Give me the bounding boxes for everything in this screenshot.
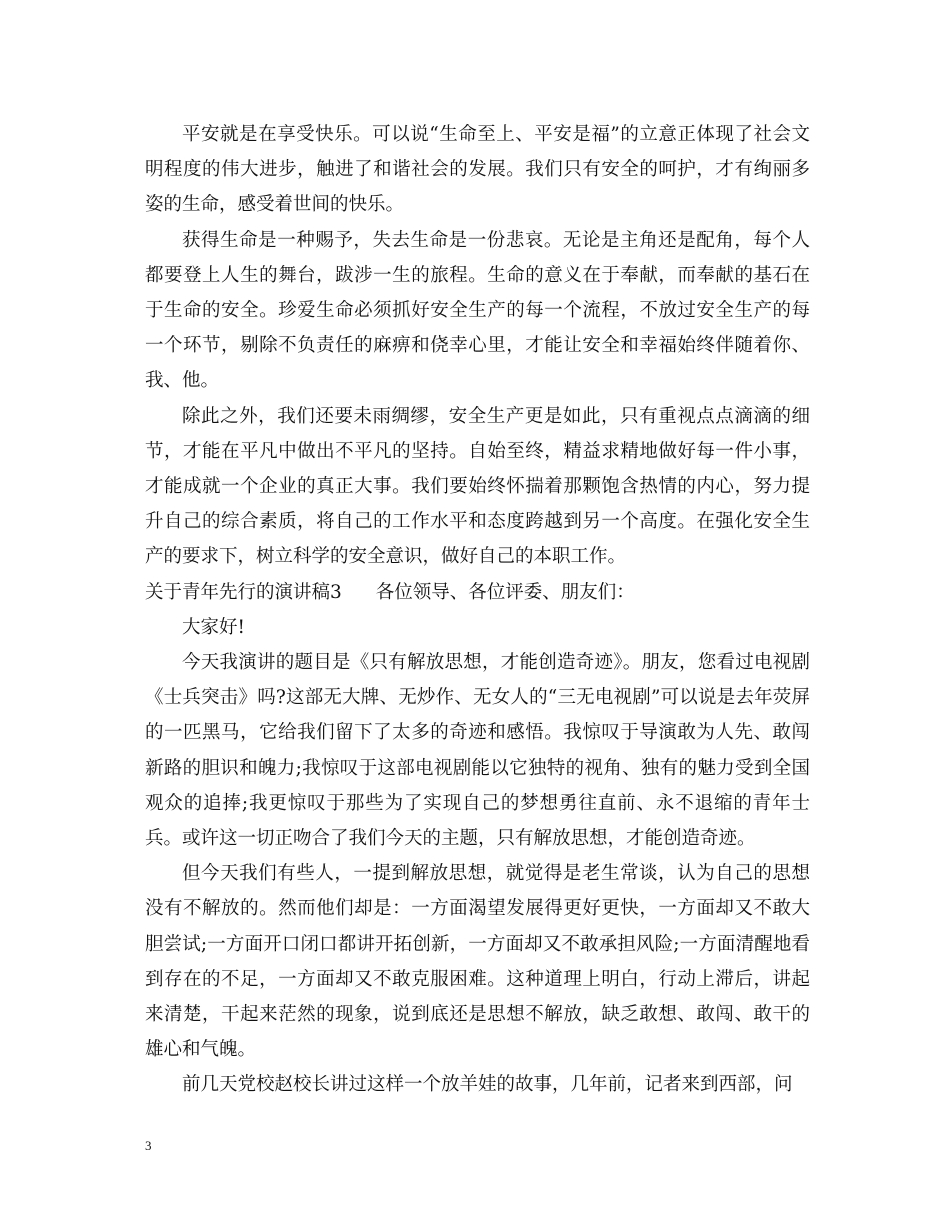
paragraph-5: 但今天我们有些人，一提到解放思想，就觉得是老生常谈，认为自己的思想没有不解放的。然而他们却是：一方面渴望发展得更好更快，一方面却又不敢大胆尝试;一方面开口闭口都讲开拓创新，一方面却又不敢承担风险;一方面清醒地看到存在的不足，一方面却又不敢克服困难。这种道理上明白，行动上滞后，讲起来清楚，干起来茫然的现象，说到底还是思想不解放，缺乏敢想、敢闯、敢干的雄心和气魄。 [145, 863, 810, 1061]
paragraph-1: 平安就是在享受快乐。可以说“生命至上、平安是福”的立意正体现了社会文明程度的伟大进步，触进了和谐社会的发展。我们只有安全的呵护，才有绚丽多姿的生命，感受着世间的快乐。 [145, 124, 810, 216]
speech-heading-line [145, 575, 810, 610]
paragraph-2: 获得生命是一种赐予，失去生命是一份悲哀。无论是主角还是配角，每个人都要登上人生的舞台，跋涉一生的旅程。生命的意义在于奉献，而奉献的基石在于生命的安全。珍爱生命必须抓好安全生产的每一个流程，不放过安全生产的每一个环节，剔除不负责任的麻痹和侥幸心里，才能让安全和幸福始终伴随着你、我、他。 [145, 229, 810, 392]
paragraph-4: 今天我演讲的题目是《只有解放思想，才能创造奇迹》。朋友，您看过电视剧《士兵突击》吗?这部无大牌、无炒作、无女人的“三无电视剧”可以说是去年荧屏的一匹黑马，它给我们留下了太多的奇迹和感悟。我惊叹于导演敢为人先、敢闯新路的胆识和魄力;我惊叹于这部电视剧能以它独特的视角、独有的魅力受到全国观众的追捧;我更惊叹于那些为了实现自己的梦想勇往直前、永不退缩的青年士兵。或许这一切正吻合了我们今天的主题，只有解放思想，才能创造奇迹。 [145, 652, 810, 850]
page-number: 3 [145, 1138, 152, 1153]
speech-salutation: 各位领导、各位评委、朋友们： [375, 581, 635, 603]
speech-title: 关于青年先行的演讲稿3 [145, 581, 342, 603]
paragraph-6: 前几天党校赵校长讲过这样一个放羊娃的故事，几年前，记者来到西部，问 [182, 1074, 793, 1096]
greeting: 大家好! [182, 616, 245, 638]
document-page [145, 117, 810, 1103]
paragraph-3: 除此之外，我们还要未雨绸缪，安全生产更是如此，只有重视点点滴滴的细节，才能在平凡中做出不平凡的坚持。自始至终，精益求精地做好每一件小事，才能成就一个企业的真正大事。我们要始终怀揣着那颗饱含热情的内心，努力提升自己的综合素质，将自己的工作水平和态度跨越到另一个高度。在强化安全生产的要求下，树立科学的安全意识，做好自己的本职工作。 [145, 405, 810, 568]
